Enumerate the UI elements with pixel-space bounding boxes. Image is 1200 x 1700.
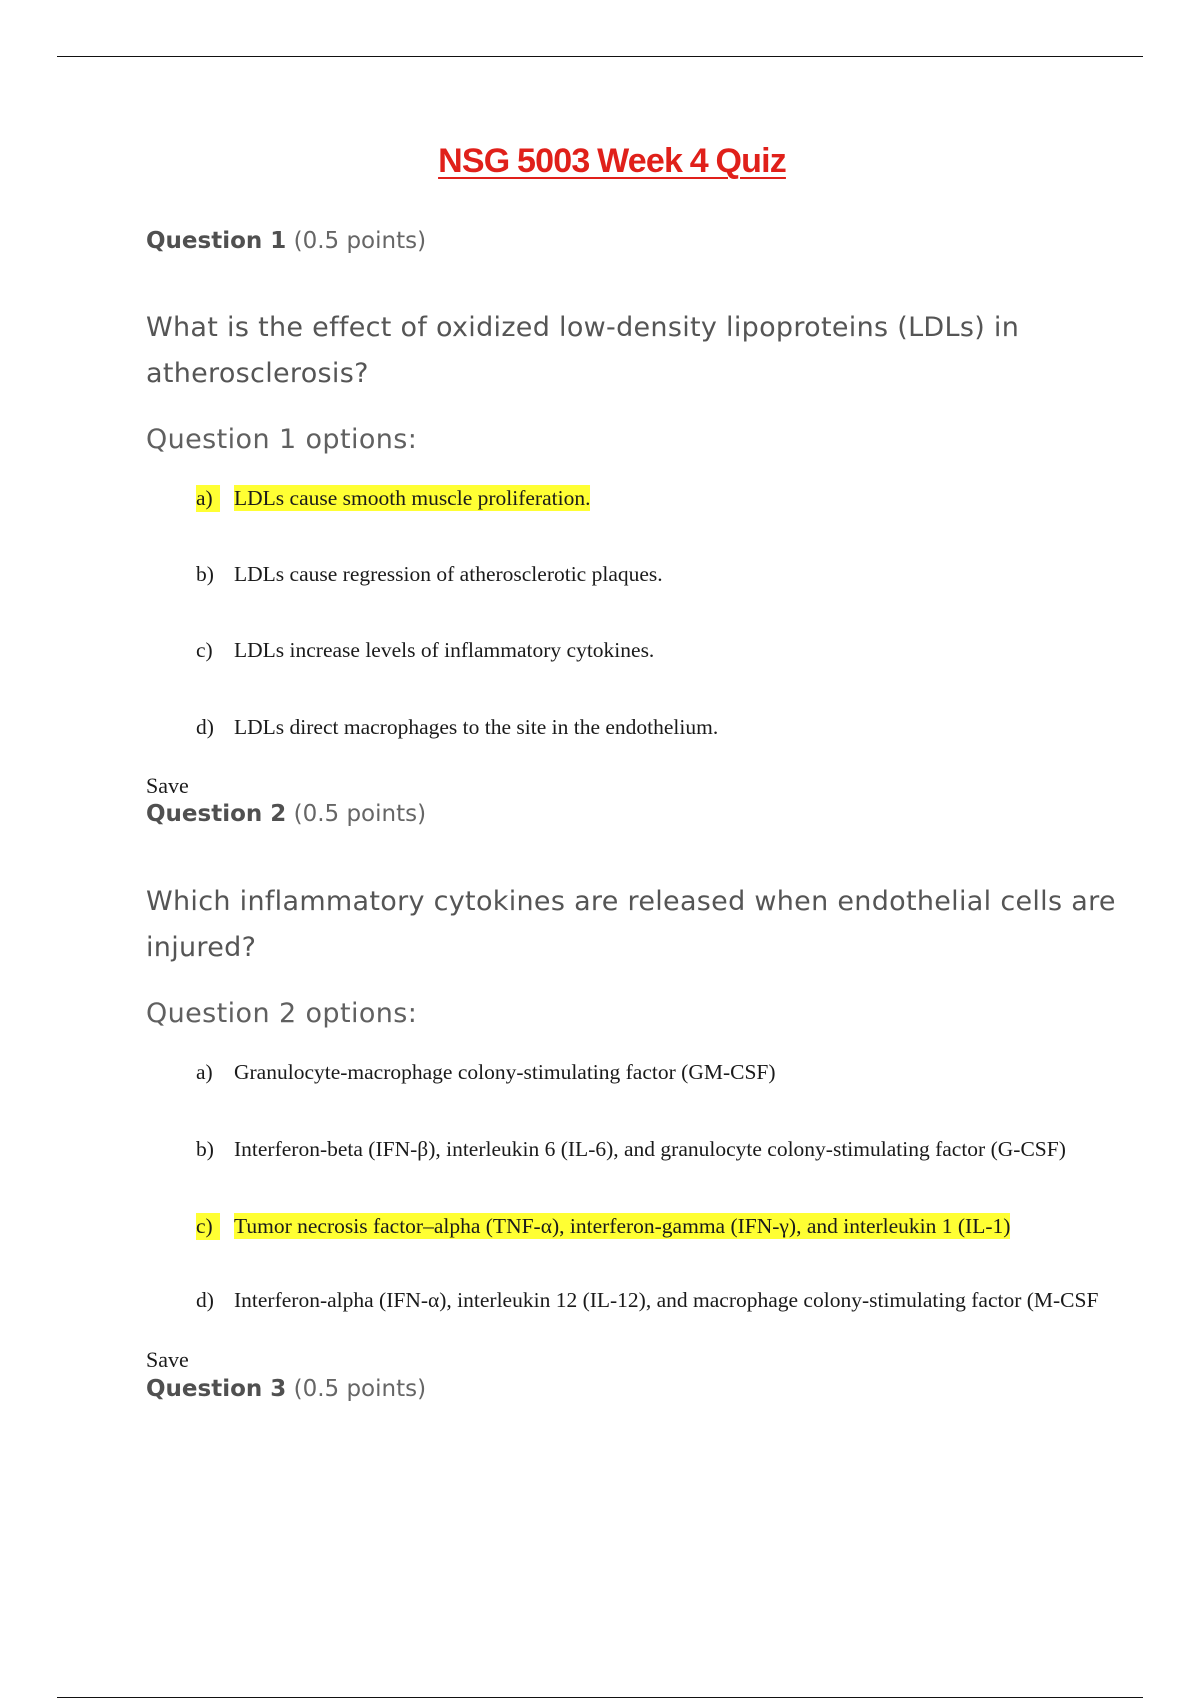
top-rule [57, 56, 1143, 57]
page-title: NSG 5003 Week 4 Quiz [438, 142, 786, 180]
option-letter: d) [196, 715, 214, 739]
option-text: Interferon-beta (IFN-β), interleukin 6 (IL-6), and granulocyte colony-stimulating factor (G-CSF) [234, 1137, 1066, 1161]
option-text: LDLs cause smooth muscle proliferation. [234, 486, 591, 510]
option-letter: a) [196, 1060, 213, 1084]
option-text: Granulocyte-macrophage colony-stimulating factor (GM-CSF) [234, 1060, 776, 1084]
option-letter: b) [196, 562, 214, 586]
question-1-options-label: Question 1 options: [146, 424, 418, 455]
question-2-option-c[interactable] [196, 1213, 1010, 1240]
question-1-option-d[interactable] [196, 715, 718, 740]
question-1-option-b[interactable] [196, 562, 663, 587]
question-1-text: What is the effect of oxidized low-density lipoproteins (LDLs) in atherosclerosis? [146, 312, 1020, 389]
option-text: LDLs cause regression of atherosclerotic plaques. [234, 562, 663, 586]
question-1-option-c[interactable] [196, 638, 654, 663]
question-2-option-b[interactable] [196, 1137, 1066, 1162]
bottom-rule [57, 1697, 1143, 1698]
option-letter: b) [196, 1137, 214, 1161]
question-2-option-a[interactable] [196, 1060, 776, 1085]
question-2-label: Question 2 [146, 801, 287, 827]
question-2-header [146, 801, 426, 827]
option-text: LDLs increase levels of inflammatory cytokines. [234, 638, 655, 662]
option-letter: c) [196, 638, 213, 662]
question-1-points: (0.5 points) [293, 228, 427, 254]
question-3-points: (0.5 points) [293, 1376, 427, 1402]
option-letter: d) [196, 1288, 214, 1312]
question-1-header [146, 228, 426, 254]
question-3-header [146, 1376, 426, 1402]
question-1-save-link[interactable]: Save [146, 773, 189, 798]
option-text: LDLs direct macrophages to the site in the endothelium. [234, 715, 719, 739]
option-letter: c) [196, 1213, 220, 1240]
question-1-label: Question 1 [146, 228, 287, 254]
question-3-label: Question 3 [146, 1376, 287, 1402]
question-2-text: Which inflammatory cytokines are released when endothelial cells are injured? [146, 886, 1116, 963]
question-2-options-label: Question 2 options: [146, 998, 418, 1029]
option-letter: a) [196, 485, 220, 512]
question-2-points: (0.5 points) [293, 801, 427, 827]
option-text: Tumor necrosis factor–alpha (TNF-α), interferon-gamma (IFN-γ), and interleukin 1 (IL-1) [234, 1214, 1011, 1238]
question-2-option-d[interactable] [196, 1288, 1098, 1313]
question-1-option-a[interactable] [196, 485, 590, 512]
option-text: Interferon-alpha (IFN-α), interleukin 12 (IL-12), and macrophage colony-stimulating factor (M-CSF [234, 1288, 1099, 1312]
question-2-save-link[interactable]: Save [146, 1347, 189, 1372]
